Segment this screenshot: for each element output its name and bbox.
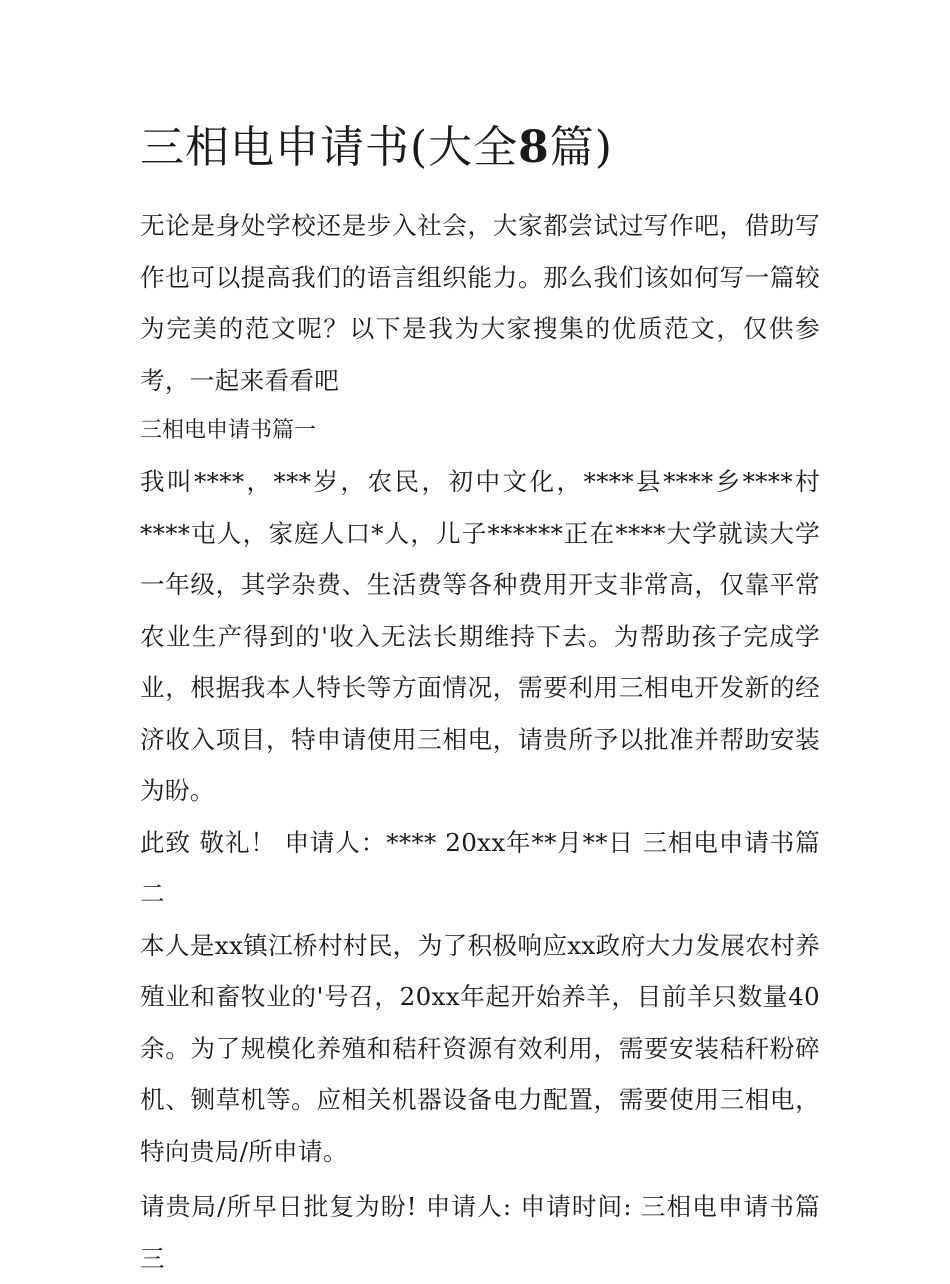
title-suffix: 篇): [549, 122, 613, 173]
title-text: 三相电申请书(大全: [140, 122, 519, 173]
document-content: [140, 118, 820, 1284]
intro-paragraph: 无论是身处学校还是步入社会，大家都尝试过写作吧，借助写作也可以提高我们的语言组织能力。那么我们该如何写一篇较为完美的范文呢？以下是我为大家搜集的优质范文，仅供参考，一起来看看吧: [140, 211, 820, 395]
section-heading-1: 三相电申请书篇一: [140, 418, 317, 443]
section-1-closing: 此致 敬礼！ 申请人：**** 20xx年**月**日 三相电申请书篇二: [140, 827, 820, 908]
title-number: 8: [518, 122, 550, 173]
section-2-closing: 请贵局/所早日批复为盼! 申请人: 申请时间: 三相电申请书篇三: [140, 1192, 820, 1273]
document-title: [140, 118, 820, 178]
section-2-body: 本人是xx镇江桥村村民，为了积极响应xx政府大力发展农村养殖业和畜牧业的'号召，20xx年起开始养羊，目前羊只数量40余。为了规模化养殖和秸秆资源有效利用，需要安装秸秆粉碎机、铡草机等。应相关机器设备电力配置，需要使用三相电，特向贵局/所申请。: [140, 930, 820, 1166]
section-1-body: 我叫****，***岁，农民，初中文化，****县****乡****村****屯人，家庭人口*人，儿子******正在****大学就读大学一年级，其学杂费、生活费等各种费用开支非常高，仅靠平常农业生产得到的'收入无法长期维持下去。为帮助孩子完成学业，根据我本人特长等方面情况，需要利用三相电开发新的经济收入项目，特申请使用三相电，请贵所予以批准并帮助安装为盼。: [140, 467, 820, 805]
